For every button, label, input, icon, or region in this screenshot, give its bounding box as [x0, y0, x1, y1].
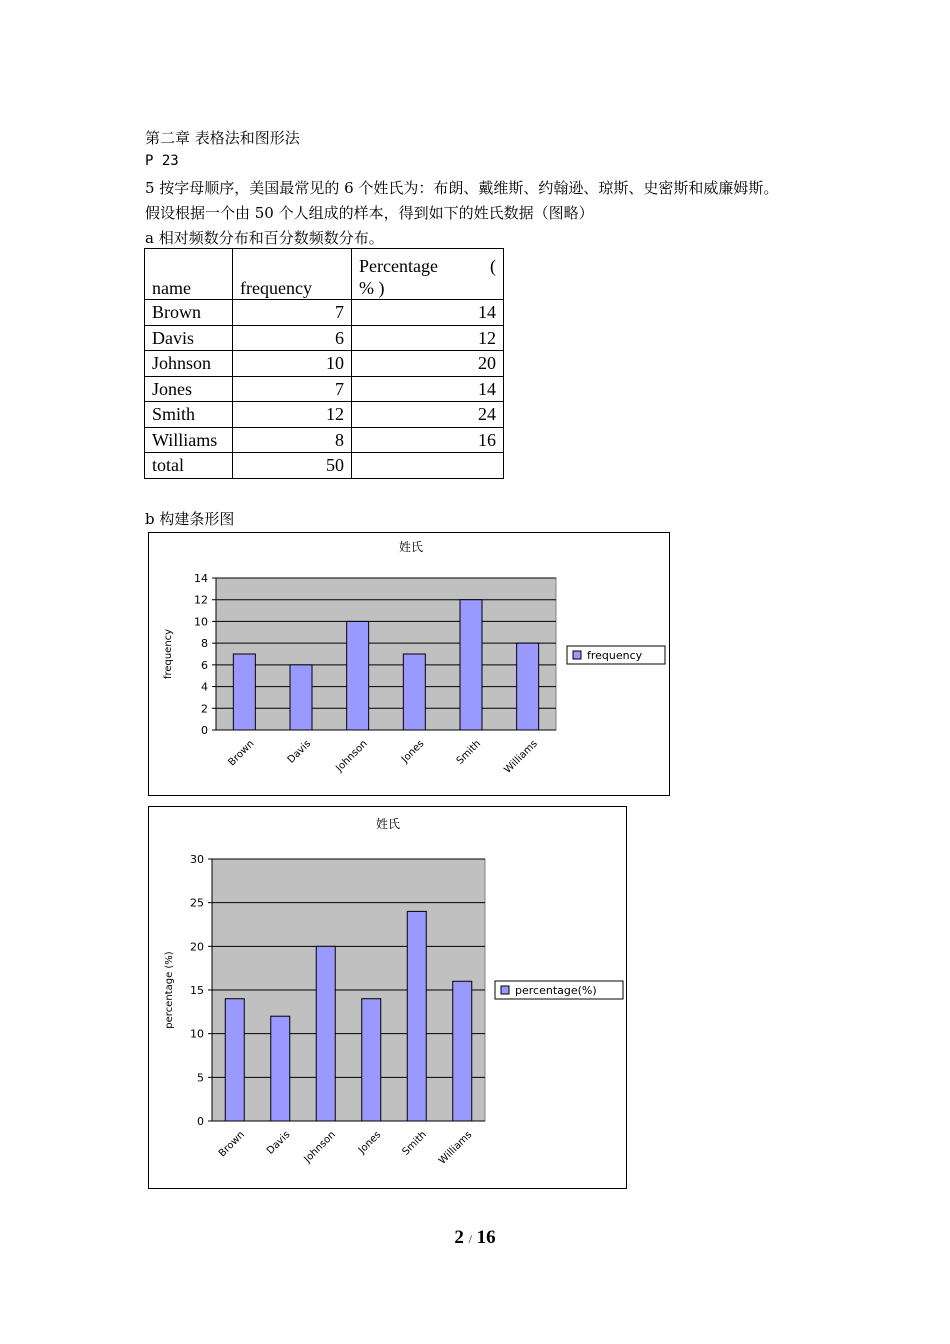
bar-smith — [460, 600, 482, 730]
cell-percentage: 16 — [352, 427, 504, 453]
bar-brown — [225, 999, 244, 1121]
x-tick-label: Johnson — [334, 738, 370, 774]
y-tick-label: 0 — [197, 1115, 204, 1128]
page-reference: P 23 — [145, 153, 179, 169]
y-tick-label: 10 — [190, 1027, 204, 1041]
cell-frequency: 10 — [233, 351, 352, 377]
cell-frequency: 12 — [233, 402, 352, 428]
bar-johnson — [316, 946, 335, 1121]
bar-jones — [362, 999, 381, 1121]
table-row — [145, 325, 504, 351]
chapter-heading: 第二章 表格法和图形法 — [145, 129, 300, 147]
x-tick-label: Davis — [285, 738, 314, 766]
table-row — [145, 300, 504, 326]
y-tick-label: 30 — [190, 853, 204, 866]
y-tick-label: 14 — [194, 572, 208, 585]
legend-swatch — [501, 986, 509, 994]
chart-title: 姓氏 — [398, 540, 424, 554]
y-tick-label: 0 — [201, 724, 208, 737]
y-tick-label: 6 — [201, 658, 208, 672]
legend-swatch — [573, 651, 581, 659]
x-tick-label: Williams — [436, 1129, 475, 1167]
table-row — [145, 427, 504, 453]
cell-frequency: 7 — [233, 376, 352, 402]
cell-frequency: 6 — [233, 325, 352, 351]
bar-williams — [517, 643, 539, 730]
sample-assumption: 假设根据一个由 50 个人组成的样本，得到如下的姓氏数据（图略） — [145, 204, 594, 222]
frequency-table — [144, 248, 504, 479]
x-tick-label: Williams — [502, 738, 540, 776]
total-pages: 16 — [476, 1227, 496, 1248]
bar-johnson — [347, 621, 369, 730]
x-tick-label: Davis — [264, 1129, 293, 1157]
cell-name: Jones — [145, 376, 233, 402]
bar-jones — [403, 654, 425, 730]
cell-percentage: 20 — [352, 351, 504, 377]
cell-name: Brown — [145, 300, 233, 326]
bar-smith — [407, 911, 426, 1121]
header-percent-sign: % ) — [359, 278, 385, 298]
y-tick-label: 10 — [194, 615, 208, 629]
y-axis-title: percentage (%) — [164, 951, 175, 1029]
cell-percentage — [352, 453, 504, 479]
bar-brown — [233, 654, 255, 730]
cell-percentage: 14 — [352, 300, 504, 326]
y-tick-label: 5 — [197, 1071, 204, 1085]
y-axis-title: frequency — [163, 628, 174, 680]
frequency-chart — [148, 532, 670, 796]
table-total-row — [145, 453, 504, 479]
cell-name: Williams — [145, 427, 233, 453]
bar-davis — [271, 1016, 290, 1121]
y-tick-label: 20 — [190, 940, 204, 954]
cell-name: total — [145, 453, 233, 479]
y-tick-label: 12 — [194, 593, 208, 607]
cell-name: Smith — [145, 402, 233, 428]
cell-frequency: 8 — [233, 427, 352, 453]
x-tick-label: Jones — [399, 738, 427, 766]
cell-frequency: 7 — [233, 300, 352, 326]
x-tick-label: Jones — [356, 1129, 384, 1157]
table-body — [145, 300, 504, 479]
y-tick-label: 4 — [201, 680, 208, 694]
header-frequency: frequency — [233, 249, 352, 300]
part-a-label: a 相对频数分布和百分数频数分布。 — [145, 229, 384, 247]
plot-area — [216, 578, 556, 730]
header-name: name — [145, 249, 233, 300]
table-row — [145, 376, 504, 402]
cell-percentage: 12 — [352, 325, 504, 351]
bar-williams — [453, 981, 472, 1121]
x-tick-label: Brown — [216, 1129, 247, 1160]
table-row — [145, 402, 504, 428]
header-percentage-wrap — [359, 255, 496, 277]
y-tick-label: 25 — [190, 896, 204, 910]
page-number — [0, 1227, 950, 1249]
cell-name: Johnson — [145, 351, 233, 377]
percentage-chart — [148, 806, 627, 1189]
cell-frequency: 50 — [233, 453, 352, 479]
table-header-row — [145, 249, 504, 300]
cell-name: Davis — [145, 325, 233, 351]
percentage-chart-svg — [149, 807, 626, 1188]
frequency-chart-svg — [149, 533, 669, 795]
bar-davis — [290, 665, 312, 730]
header-percentage-word: Percentage — [359, 256, 438, 276]
table-row — [145, 351, 504, 377]
problem-statement: 5 按字母顺序，美国最常见的 6 个姓氏为：布朗、戴维斯、约翰逊、琼斯、史密斯和威廉姆斯。 — [145, 179, 779, 197]
x-tick-label: Johnson — [302, 1129, 338, 1165]
x-tick-label: Smith — [400, 1129, 429, 1158]
header-percentage — [352, 249, 504, 300]
header-paren-open: ( — [490, 256, 496, 276]
x-tick-label: Smith — [454, 738, 484, 767]
part-b-label: b 构建条形图 — [145, 510, 235, 528]
chart-title: 姓氏 — [375, 817, 401, 831]
y-tick-label: 15 — [190, 984, 204, 997]
current-page: 2 — [454, 1227, 464, 1248]
legend-label: percentage(%) — [515, 984, 597, 997]
page-separator: / — [468, 1232, 472, 1246]
y-tick-label: 2 — [201, 702, 208, 716]
x-tick-label: Brown — [226, 738, 257, 769]
cell-percentage: 14 — [352, 376, 504, 402]
y-tick-label: 8 — [201, 637, 208, 651]
legend-label: frequency — [587, 649, 643, 662]
cell-percentage: 24 — [352, 402, 504, 428]
